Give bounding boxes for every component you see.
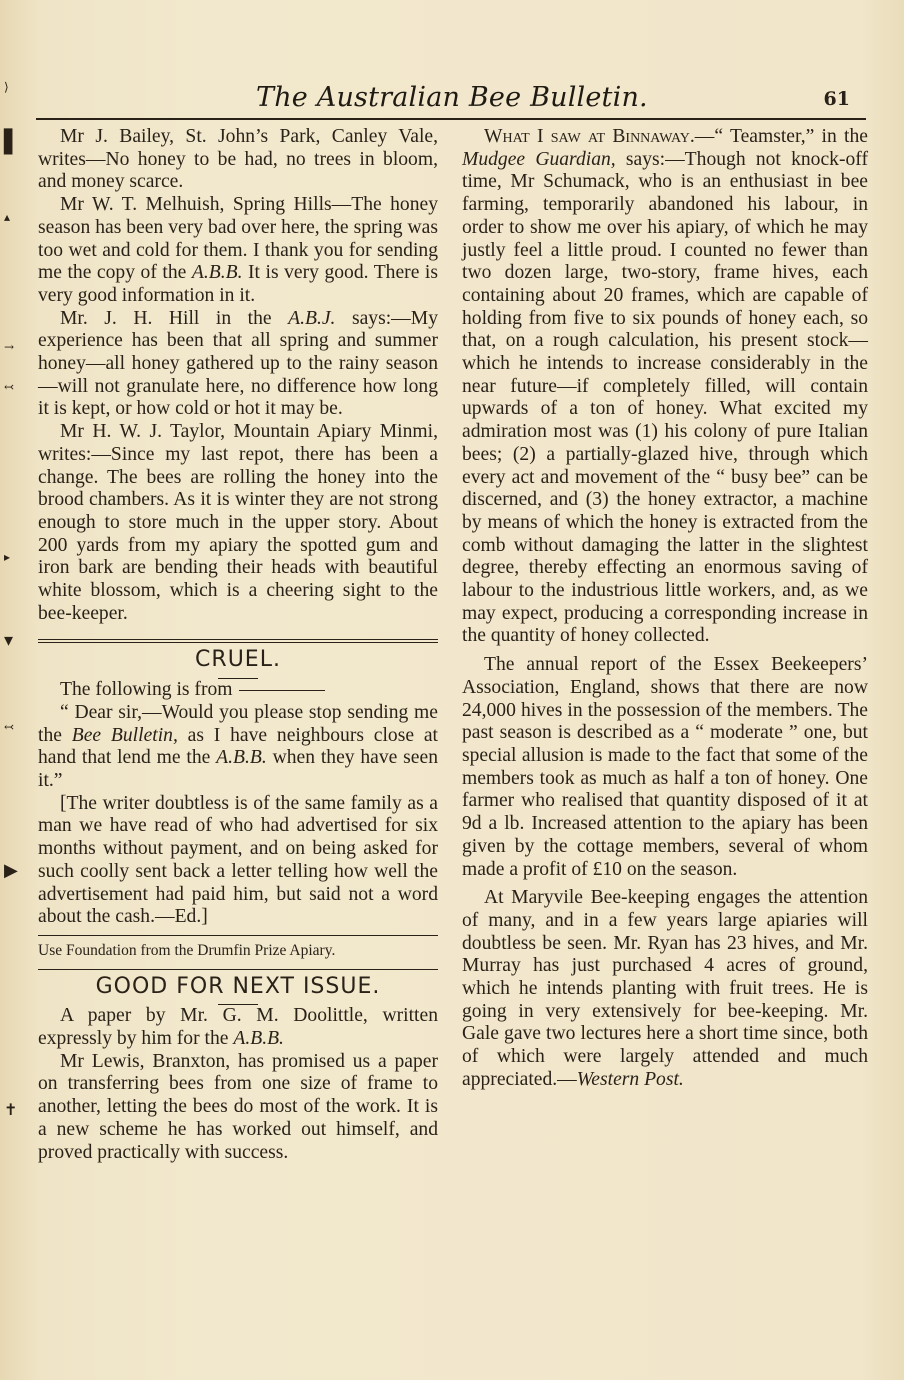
margin-mark: ▾ (4, 630, 14, 651)
abj-abbrev: A.B.J. (288, 307, 336, 329)
advertisement: Use Foundation from the Drumfin Prize Apiary. (38, 941, 336, 959)
paragraph-lewis: Mr Lewis, Branxton, has promised us a paper on transferring bees from one size of frame to another, letting the bees do most of the work. It is a new scheme he has worked out himself, and proved practically with success. (38, 1050, 438, 1163)
margin-mark: ⟩ (4, 80, 9, 94)
abb-abbrev: A.B.B. (216, 747, 267, 769)
text: Mr W. T. Melhuish, Spring Hills—The honey season has been very bad over here, the spring was too wet and cold for them. I thank you for sending me the copy of the (38, 194, 438, 284)
newspaper-title: Mudgee Guardian, (462, 148, 616, 170)
section-divider (38, 639, 438, 643)
abb-abbrev: A.B.B. (191, 262, 243, 284)
page-number: 61 (823, 88, 850, 110)
margin-mark: ↢ (4, 380, 15, 394)
paragraph-hill (38, 308, 438, 422)
heading-cruel: CRUEL. (195, 647, 281, 673)
margin-mark: ▶ (4, 860, 18, 881)
text: The following is from (60, 679, 233, 701)
margin-mark: ▸ (4, 550, 11, 564)
text: It is very good. There is very good information in it. (38, 262, 438, 306)
left-column (38, 126, 438, 1164)
margin-mark: ✝ (4, 1100, 18, 1119)
header-rule (36, 118, 866, 120)
paragraph-taylor: Mr H. W. J. Taylor, Mountain Apiary Minmi, writes:—Since my last repot, there has been a change. The bees are rolling the honey into the brood chambers. As it is winter they are not strong enough to store much in the upper story. About 200 yards from my apiary the spotted gum and iron bark are bending their heads with beautiful white blossom, which is a cheering sight to the bee-keeper. (38, 421, 438, 624)
paragraph-maryvile (462, 887, 868, 1091)
ad-rule-top (38, 935, 438, 936)
ad-rule-bottom (38, 969, 438, 970)
dash-line (239, 690, 325, 691)
heading-good-for-next-issue: GOOD FOR NEXT ISSUE. (95, 973, 381, 999)
source-title: Western Post. (576, 1068, 684, 1090)
paragraph-editor-note: [The writer doubtless is of the same family as a man we have read of who had advertised for six months without payment, and on being asked for such coolly sent back a letter telling how well the advertisement had paid him, but said not a word about the cash.—Ed.] (38, 792, 438, 928)
right-column (462, 126, 868, 1092)
abb-abbrev: A.B.B. (233, 1028, 284, 1050)
paragraph-doolittle (38, 1005, 438, 1050)
text: A paper by Mr. G. M. Doolittle, written expressly by him for the (38, 1005, 438, 1050)
paragraph-melhuish (38, 194, 438, 308)
text: “ Dear sir,—Would you please stop sending me the (38, 701, 438, 746)
text: Mr. J. H. Hill in the (60, 307, 289, 329)
paragraph-binnaway (462, 126, 868, 648)
text: —“ Teamster,” in the (694, 126, 868, 147)
paragraph-bailey: Mr J. Bailey, St. John’s Park, Canley Vale, writes—No honey to be had, no trees in bloom, and money scarce. (38, 126, 438, 193)
page-header (36, 82, 868, 116)
margin-mark: ▴ (4, 210, 11, 224)
lead-in: What I saw at Binnaway. (484, 126, 695, 147)
margin-mark: ↢ (4, 720, 15, 734)
margin-mark: ▌ (4, 130, 21, 155)
margin-mark: → (4, 340, 15, 354)
paragraph-cruel-intro (38, 679, 438, 702)
text: as I have neighbours close at hand that lend me the (38, 724, 438, 769)
bee-bulletin-title: Bee Bulletin, (71, 724, 178, 746)
paragraph-cruel-letter (38, 702, 438, 793)
text: At Maryvile Bee-keeping engages the attention of many, and in a few years large apiaries will doubtless be seen. Mr. Ryan has 23 hives, and Mr. Murray has just purchased 4 acres of ground, which he intends planting with fruit trees. He is going in very extensively for bee-keeping. Mr. Gale gave two lectures here a short time since, both of which were largely attended and much appreciated.— (462, 887, 868, 1090)
journal-title: The Australian Bee Bulletin. (256, 82, 648, 113)
paragraph-essex: The annual report of the Essex Beekeepers’ Association, England, shows that there are now 24,000 hives in the possession of the members. The past season is described as a “ moderate ” one, but special allusion is made to the fact that some of the members took as much as half a ton of honey. One farmer who realised that quantity disposed of it at 9d a lb. Increased attention to the apiary has been given by the cottage members, several of whom made a profit of £10 on the season. (462, 654, 868, 880)
text: says:—Though not knock-off time, Mr Schumack, who is an enthusiast in bee farming, temporarily abandoned his labour, in order to show me over his apiary, of which he may justly feel a little proud. I counted no fewer than two dozen large, two-story, frame hives, each containing about 20 frames, which are capable of holding from five to six pounds of honey each, so that, on a rough calculation, his present stock—which he intends to increase considerably in the near future—if completely filled, will contain upwards of a ton of honey. What excited my admiration most was (1) his colony of pure Italian bees; (2) a partially-glazed hive, through which every act and movement of the “ busy bee” can be discerned, and (3) the honey extractor, a machine by means of which the honey is extracted from the comb without damaging the latter in the slightest degree, thereby effecting an enormous saving of labour to the industrious little workers, and, as we may expect, producing a corresponding increase in the quantity of honey collected. (462, 148, 868, 647)
text: says:—My experience has been that all spring and summer honey—all honey gathered up to the rainy season—will not granulate here, no difference how long it is kept, or how cold or hot it may be. (38, 307, 438, 420)
text: when they have seen it.” (38, 747, 438, 791)
margin-marks (0, 60, 24, 1360)
